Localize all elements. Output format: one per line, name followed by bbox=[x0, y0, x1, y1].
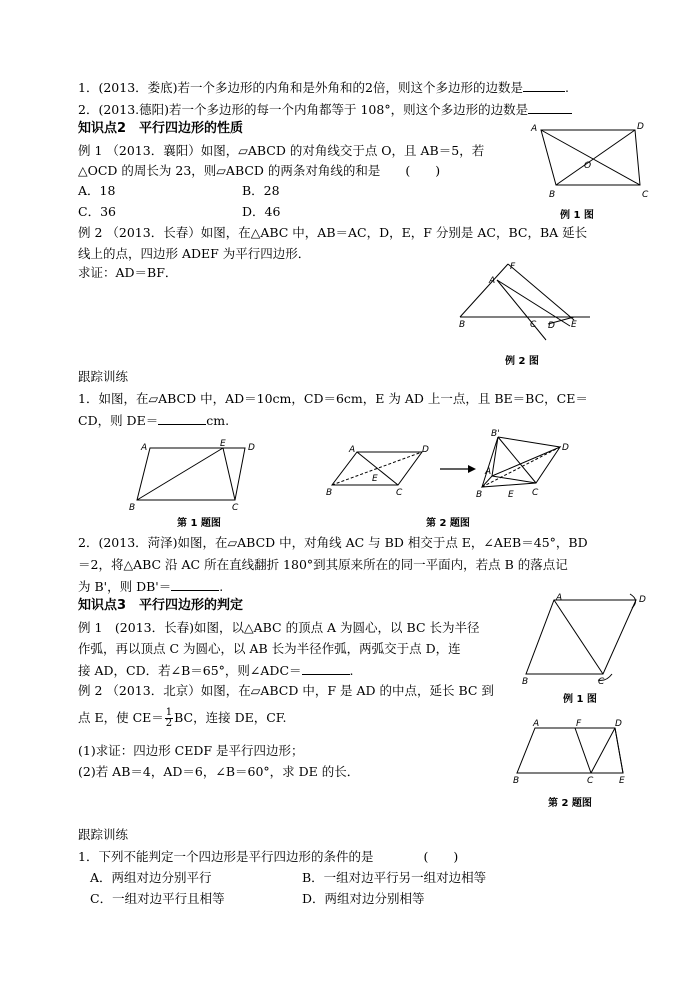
svg-text:E: E bbox=[220, 439, 226, 449]
svg-text:O: O bbox=[584, 161, 592, 171]
svg-text:B: B bbox=[476, 490, 483, 500]
practice1-q1-line1: 1．如图，在▱ABCD 中，AD＝10cm，CD＝6cm，E 为 AD 上一点，且 BE＝BC，CE＝ bbox=[78, 391, 588, 406]
kp2-example2-line3: 求证：AD＝BF． bbox=[78, 265, 178, 280]
svg-text:D: D bbox=[639, 595, 646, 605]
svg-text:A: A bbox=[556, 593, 563, 603]
svg-text:A: A bbox=[141, 443, 148, 453]
kp2-figure1-caption: 例 1 图 bbox=[560, 210, 594, 221]
practice1-q1-line2: CD，则 DE＝ cm. bbox=[78, 413, 230, 428]
practice2-option-d[interactable]: D．两组对边分别相等 bbox=[302, 891, 425, 906]
svg-text:F: F bbox=[576, 719, 582, 729]
answer-blank[interactable] bbox=[171, 577, 219, 591]
svg-text:D: D bbox=[422, 445, 429, 455]
kp3-example1-line3: 接 AD，CD．若∠B＝65°，则∠ADC＝ . bbox=[78, 663, 354, 678]
answer-blank[interactable] bbox=[523, 78, 565, 92]
practice2-q1: 1．下列不能判定一个四边形是平行四边形的条件的是 ( ) bbox=[78, 849, 459, 864]
kp2-example1-figure bbox=[525, 118, 650, 200]
svg-text:B: B bbox=[326, 488, 333, 498]
choice-a[interactable]: A．18 bbox=[78, 183, 116, 198]
svg-text:F: F bbox=[510, 262, 516, 272]
practice1-heading: 跟踪训练 bbox=[78, 369, 129, 384]
kp2-example1-line1: 例 1 （2013．襄阳）如图，▱ABCD 的对角线交于点 O，且 AB＝5，若 bbox=[78, 143, 485, 158]
svg-text:D: D bbox=[248, 443, 255, 453]
svg-text:C: C bbox=[587, 776, 594, 786]
svg-text:C: C bbox=[232, 503, 239, 513]
svg-text:A: A bbox=[531, 124, 538, 134]
practice1-figure2-caption: 第 2 题图 bbox=[426, 518, 470, 529]
intro-question-2: 2．(2013.德阳)若一个多边形的每一个内角都等于 108°，则这个多边形的边数是 bbox=[78, 100, 572, 119]
svg-text:C: C bbox=[598, 677, 605, 685]
svg-text:A: A bbox=[533, 719, 540, 729]
arrow-icon bbox=[438, 462, 478, 476]
choice-b[interactable]: B．28 bbox=[242, 183, 280, 198]
svg-text:B: B bbox=[513, 776, 520, 786]
kp3-example2-figure bbox=[505, 716, 640, 786]
svg-text:E: E bbox=[619, 776, 625, 786]
svg-text:B: B bbox=[549, 190, 556, 200]
choice-d[interactable]: D．46 bbox=[242, 204, 281, 219]
kp3-example1-figure bbox=[520, 590, 650, 685]
svg-text:C: C bbox=[642, 190, 649, 200]
answer-blank[interactable] bbox=[302, 661, 350, 675]
svg-text:C: C bbox=[396, 488, 403, 498]
kp3-example1-line1: 例 1 (2013．长春)如图，以△ABC 的顶点 A 为圆心，以 BC 长为半径 bbox=[78, 620, 480, 635]
kp3-figure1-caption: 例 1 图 bbox=[563, 694, 597, 705]
kp3-example2-line2: 点 E，使 CE＝ $\frac{1}{2}$ BC，连接 DE，CF. bbox=[78, 707, 287, 729]
intro-question-1: 1．(2013．娄底)若一个多边形的内角和是外角和的2倍，则这个多边形的边数是 . bbox=[78, 80, 569, 95]
svg-text:A: A bbox=[485, 467, 492, 477]
practice1-q2-line1: 2．(2013．菏泽)如图，在▱ABCD 中，对角线 AC 与 BD 相交于点 E，∠AEB＝45°，BD bbox=[78, 535, 588, 550]
practice1-figure2-right bbox=[476, 426, 576, 508]
practice2-option-b[interactable]: B．一组对边平行另一组对边相等 bbox=[302, 870, 487, 885]
svg-text:D: D bbox=[562, 443, 569, 453]
svg-text:D: D bbox=[548, 321, 555, 331]
practice2-option-c[interactable]: C．一组对边平行且相等 bbox=[90, 891, 225, 906]
kp3-example2-part2: (2)若 AB＝4，AD＝6，∠B＝60°，求 DE 的长． bbox=[78, 764, 360, 779]
svg-text:A: A bbox=[489, 276, 496, 286]
kp3-example2-line1: 例 2 （2013．北京）如图，在▱ABCD 中，F 是 AD 的中点，延长 BC 到 bbox=[78, 683, 494, 698]
practice1-q2-line3: 为 B'，则 DB'＝ . bbox=[78, 579, 224, 594]
svg-text:C: C bbox=[532, 488, 539, 498]
practice1-q2-line2: ＝2，将△ABC 沿 AC 所在直线翻折 180°到其原来所在的同一平面内，若点 B 的落点记 bbox=[78, 557, 568, 572]
kp3-figure2-caption: 第 2 题图 bbox=[548, 798, 592, 809]
svg-text:B: B bbox=[129, 503, 136, 513]
practice1-figure2-left bbox=[322, 440, 434, 500]
svg-text:C: C bbox=[530, 320, 537, 330]
fraction-one-half: $\frac{1}{2}$ bbox=[165, 707, 173, 729]
svg-text:B': B' bbox=[491, 429, 500, 439]
svg-text:D: D bbox=[637, 122, 644, 132]
svg-text:A: A bbox=[349, 445, 356, 455]
kp2-example2-line1: 例 2 （2013．长春）如图，在△ABC 中，AB＝AC，D，E，F 分别是 AC，BC，BA 延长 bbox=[78, 225, 588, 240]
answer-blank[interactable] bbox=[528, 100, 572, 114]
svg-text:E: E bbox=[571, 320, 577, 330]
kp2-example2-line2: 线上的点，四边形 ADEF 为平行四边形． bbox=[78, 246, 311, 261]
section-heading-kp3: 知识点3 平行四边形的判定 bbox=[78, 598, 244, 613]
section-heading-kp2: 知识点2 平行四边形的性质 bbox=[78, 121, 244, 136]
svg-text:B: B bbox=[522, 677, 529, 685]
kp2-example2-figure bbox=[452, 258, 592, 348]
answer-blank[interactable] bbox=[158, 411, 206, 425]
practice2-option-a[interactable]: A．两组对边分别平行 bbox=[90, 870, 212, 885]
practice1-figure1 bbox=[125, 438, 265, 513]
kp3-example1-line2: 作弧，再以顶点 C 为圆心，以 AB 长为半径作弧，两弧交于点 D，连 bbox=[78, 641, 461, 656]
kp2-example1-line2: △OCD 的周长为 23，则▱ABCD 的两条对角线的和是 ( ) bbox=[78, 163, 441, 178]
kp3-example2-part1: (1)求证：四边形 CEDF 是平行四边形； bbox=[78, 743, 304, 758]
kp2-figure2-caption: 例 2 图 bbox=[505, 356, 539, 367]
practice1-figure1-caption: 第 1 题图 bbox=[177, 518, 221, 529]
practice2-heading: 跟踪训练 bbox=[78, 827, 129, 842]
svg-text:B: B bbox=[459, 320, 466, 330]
svg-text:E: E bbox=[372, 474, 378, 484]
choice-c[interactable]: C．36 bbox=[78, 204, 116, 219]
svg-text:D: D bbox=[615, 719, 622, 729]
svg-text:E: E bbox=[508, 490, 514, 500]
